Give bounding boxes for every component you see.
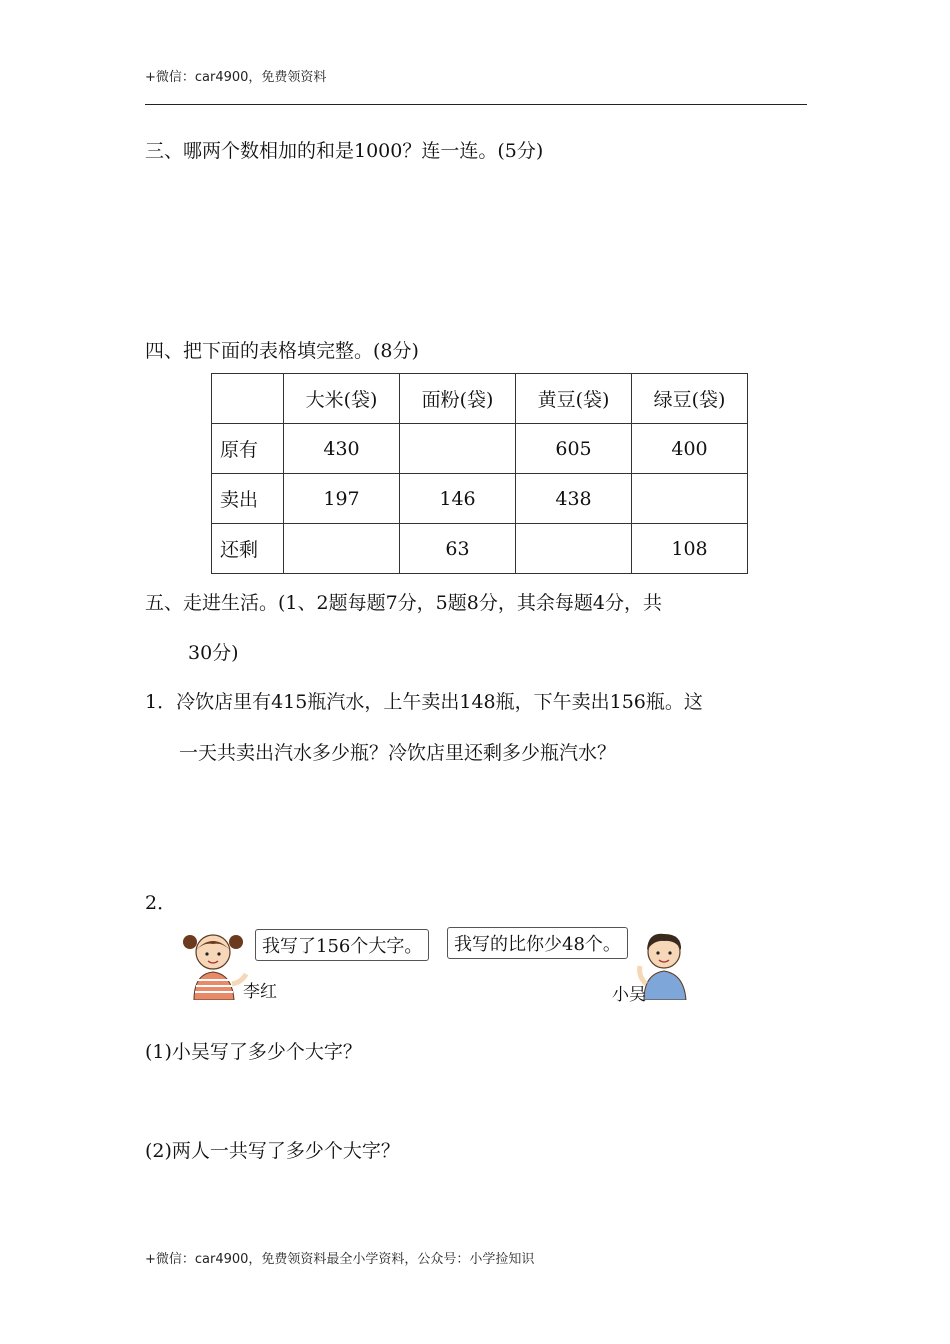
table-header-cell [212, 374, 284, 424]
page-header: +微信：car4900，免费领资料 [145, 70, 327, 85]
section3-title: 三、哪两个数相加的和是1000？连一连。(5分) [145, 140, 544, 162]
speech-bubble-left: 我写了156个大字。 [255, 929, 429, 961]
section5-title-line1: 五、走进生活。(1、2题每题7分，5题8分，其余每题4分，共 [145, 592, 662, 614]
name-xiao-wu: 小吴 [612, 985, 646, 1005]
q2-sub2: (2)两人一共写了多少个大字？ [145, 1140, 400, 1162]
table-row [212, 474, 748, 524]
table-cell: 146 [400, 474, 516, 524]
table-cell-blank[interactable] [516, 524, 632, 574]
table-row [212, 524, 748, 574]
table-header-cell: 绿豆(袋) [632, 374, 748, 424]
table-header-row [212, 374, 748, 424]
table-cell: 197 [284, 474, 400, 524]
table-row [212, 424, 748, 474]
name-li-hong: 李红 [243, 982, 277, 1002]
table-header-cell: 黄豆(袋) [516, 374, 632, 424]
table-cell: 108 [632, 524, 748, 574]
table-cell: 430 [284, 424, 400, 474]
header-rule [145, 104, 807, 105]
q2-sub1: (1)小吴写了多少个大字？ [145, 1041, 362, 1063]
section4-title: 四、把下面的表格填完整。(8分) [145, 340, 419, 362]
table-row-label: 卖出 [212, 474, 284, 524]
table-cell-blank[interactable] [632, 474, 748, 524]
girl-illustration [180, 928, 252, 1000]
table-header-cell: 大米(袋) [284, 374, 400, 424]
speech-bubble-right: 我写的比你少48个。 [447, 927, 628, 959]
table-cell: 605 [516, 424, 632, 474]
inventory-table [211, 373, 748, 574]
table-cell: 438 [516, 474, 632, 524]
q2-number: 2． [145, 892, 177, 914]
table-cell-blank[interactable] [284, 524, 400, 574]
table-row-label: 还剩 [212, 524, 284, 574]
table-row-label: 原有 [212, 424, 284, 474]
table-cell: 63 [400, 524, 516, 574]
table-cell-blank[interactable] [400, 424, 516, 474]
page-footer: +微信：car4900，免费领资料最全小学资料，公众号：小学捡知识 [145, 1252, 535, 1267]
table-cell: 400 [632, 424, 748, 474]
table-header-cell: 面粉(袋) [400, 374, 516, 424]
q1-line2: 一天共卖出汽水多少瓶？冷饮店里还剩多少瓶汽水？ [179, 742, 617, 764]
section5-title-line2: 30分) [188, 642, 239, 664]
q1-line1: 1．冷饮店里有415瓶汽水，上午卖出148瓶，下午卖出156瓶。这 [145, 691, 703, 713]
